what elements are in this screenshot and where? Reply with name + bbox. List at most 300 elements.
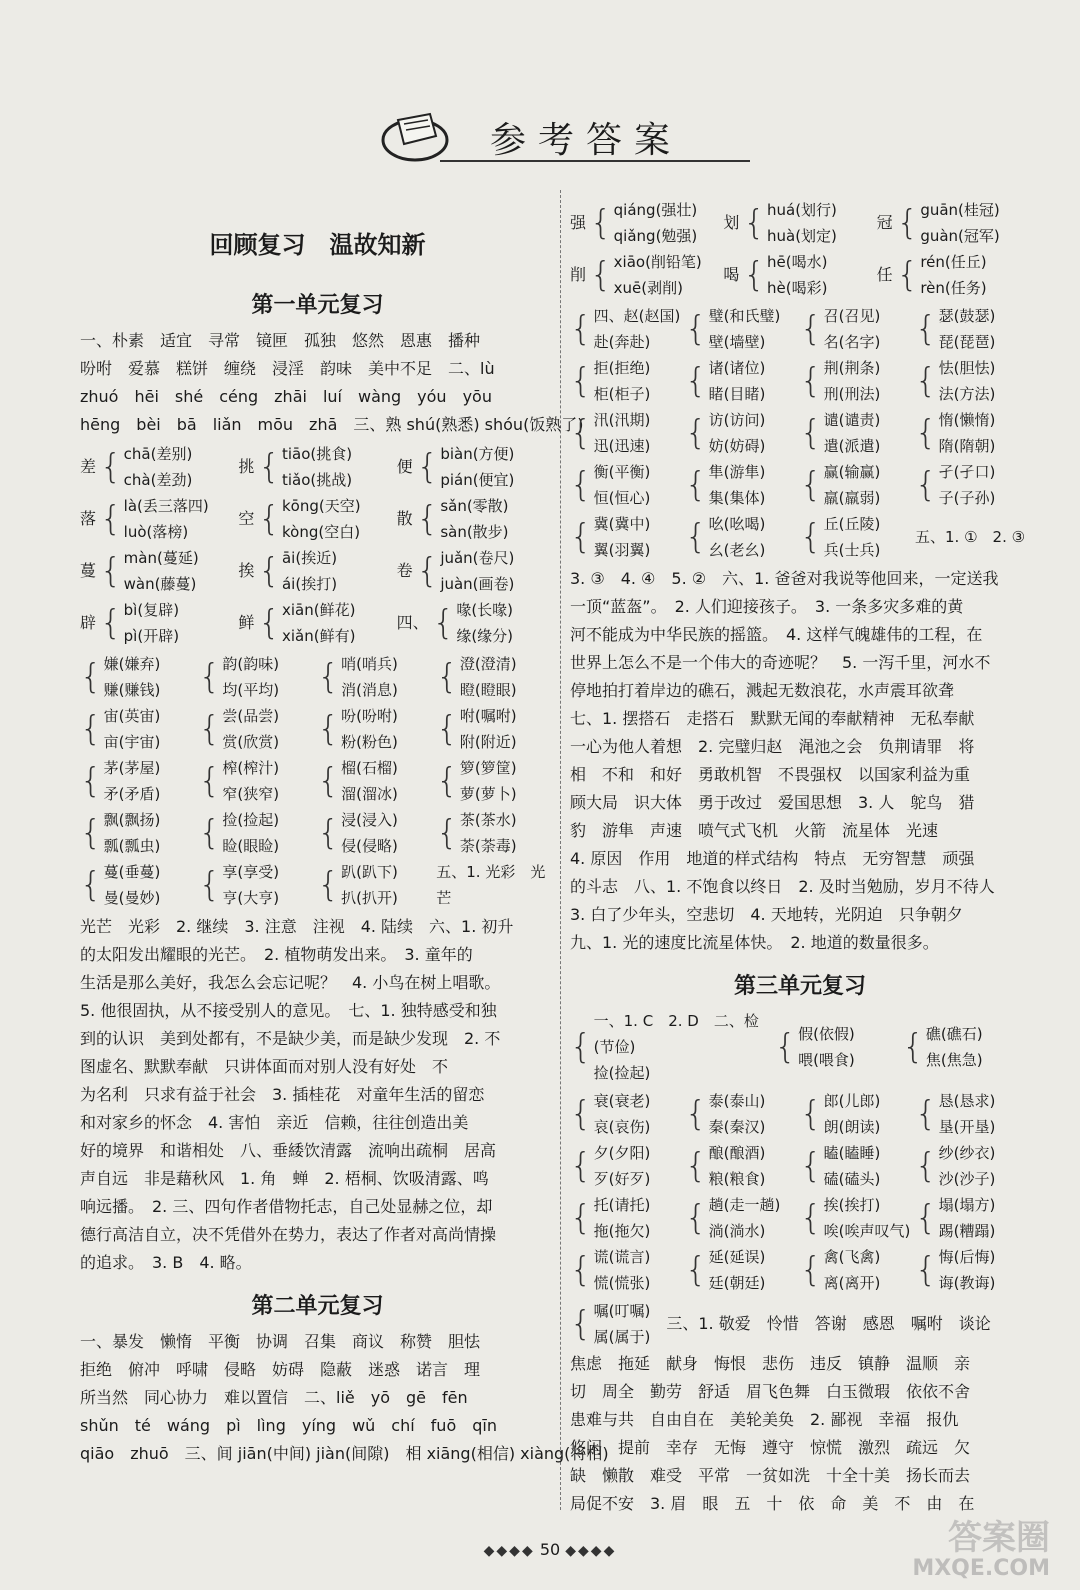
group-item: 飘(飘扬) (103, 811, 161, 829)
group-item: 浸(浸入) (341, 811, 398, 829)
group-item: biàn(方便) (440, 445, 515, 463)
brace-icon: { (258, 499, 280, 539)
group-item: 缘(缘分) (456, 627, 514, 645)
brace-icon: { (416, 447, 439, 487)
group-item: 瑟(鼓瑟) (938, 307, 996, 325)
char-group (570, 1192, 685, 1244)
char-group (800, 511, 915, 563)
group-item: 消(消息) (341, 681, 398, 699)
char-group (570, 1088, 685, 1140)
group-item: 遣(派遣) (823, 437, 881, 455)
group-item: 茅(茅屋) (103, 759, 161, 777)
answer-line: 所当然 同心协力 难以置信 二、liě yō gē fēn (80, 1388, 468, 1407)
char-group (80, 703, 199, 755)
group-item: 亩(宇宙) (103, 733, 161, 751)
group-item: guān(桂冠) (920, 201, 1000, 219)
group-item: 离(离开) (823, 1274, 881, 1292)
char-group (238, 597, 396, 649)
brace-icon: { (80, 657, 102, 697)
answer-line: 响远播。 2. 三、四句作者借物托志，自己处显赫之位，却 (80, 1197, 493, 1216)
group-item: 惰(懒惰) (938, 411, 996, 429)
char-group (902, 1008, 1030, 1086)
group-item: bì(复辟) (123, 601, 180, 619)
brace-icon: { (570, 517, 592, 557)
char-group (80, 441, 238, 493)
group-item: sǎn(零散) (440, 497, 509, 515)
char-group (238, 545, 396, 597)
group-item: pì(开辟) (123, 627, 180, 645)
brace-icon: { (570, 1250, 592, 1290)
group-item: qiǎng(勉强) (613, 227, 698, 245)
group-item: 慌(慌张) (593, 1274, 651, 1292)
char-group (685, 1244, 800, 1296)
answer-line: 患难与共 自由自在 美轮美奂 2. 鄙视 幸福 报仇 (570, 1410, 959, 1429)
answer-line: 切 周全 勤劳 舒适 眉飞色舞 白玉微瑕 依依不舍 (570, 1382, 971, 1401)
brace-icon: { (800, 1094, 822, 1134)
char-group (685, 303, 800, 355)
group-head: 喝 (723, 265, 740, 284)
group-item: 礁(礁石) (925, 1025, 983, 1043)
brace-icon: { (685, 517, 707, 557)
group-item: 名(名字) (823, 333, 881, 351)
group-item: 喂(喂食) (798, 1051, 855, 1069)
group-item: 衰(衰老) (593, 1092, 651, 1110)
group-item: 赚(赚钱) (103, 681, 161, 699)
brace-icon: { (570, 413, 592, 453)
char-group (685, 1088, 800, 1140)
group-item: 焦(焦急) (925, 1051, 983, 1069)
group-item: 泰(泰山) (708, 1092, 766, 1110)
brace-icon: { (100, 603, 122, 643)
group-item: huá(划行) (766, 201, 837, 219)
group-item: 歹(好歹) (593, 1170, 651, 1188)
group-item: rèn(任务) (920, 279, 987, 297)
char-group (397, 493, 555, 545)
brace-icon: { (317, 709, 340, 749)
unit3-title: 第三单元复习 (733, 974, 866, 999)
group-item: 箩(箩筐) (459, 759, 517, 777)
group-item: 迅(迅速) (593, 437, 651, 455)
brace-icon: { (685, 413, 707, 453)
group-head: 四、 (396, 613, 429, 632)
unit1-group-grid-a (80, 441, 555, 649)
char-group (915, 303, 1030, 355)
group-item: āi(挨近) (281, 549, 338, 567)
answer-line: 3. 白了少年头，空悲切 4. 天地转，光阴迫 只争朝夕 (570, 905, 963, 924)
char-group (800, 355, 915, 407)
brace-icon: { (685, 361, 707, 401)
answer-line: 相 不和 和好 勇敢机智 不畏强权 以国家利益为重 (570, 765, 971, 784)
answer-line: 光芒 光彩 2. 继续 3. 注意 注视 4. 陆续 六、1. 初升 (80, 917, 514, 936)
answer-line: 七、1. 摆搭石 走搭石 默默无闻的奉献精神 无私奉献 (570, 709, 975, 728)
group-item: 瓢(瓢虫) (103, 837, 161, 855)
brace-icon: { (800, 413, 822, 453)
char-group (80, 807, 199, 859)
char-group (199, 651, 318, 703)
char-group (436, 703, 555, 755)
brace-icon: { (80, 865, 102, 905)
char-group (685, 355, 800, 407)
group-item: 睑(眼睑) (222, 837, 280, 855)
char-group (800, 459, 915, 511)
group-head: 空 (238, 509, 255, 528)
group-item: 趟(走一趟) (708, 1196, 781, 1214)
brace-icon: { (436, 813, 458, 853)
group-item: 诲(教诲) (938, 1274, 996, 1292)
answer-line: 缺 懒散 难受 平常 一贫如洗 十全十美 扬长而去 (570, 1466, 971, 1485)
char-group (915, 1088, 1030, 1140)
title-underline (440, 160, 750, 162)
brace-icon: { (416, 551, 439, 591)
answer-line: 焦虑 拖延 献身 悔恨 悲伤 违反 镇静 温顺 亲 (570, 1354, 971, 1373)
group-item: 四、赵(赵国) (593, 307, 681, 325)
group-item: 矛(矛盾) (103, 785, 161, 803)
answer-line: 悠闲 提前 幸存 无悔 遵守 惊慌 激烈 疏远 欠 (570, 1438, 971, 1457)
brace-icon: { (570, 1027, 592, 1067)
brace-icon: { (198, 657, 221, 697)
group-head: 落 (80, 509, 97, 528)
answer-line: 为名利 只求有益于社会 3. 插桂花 对童年生活的留恋 (80, 1085, 485, 1104)
group-item: 属(属于) (593, 1328, 651, 1346)
group-item: 磕(磕头) (823, 1170, 881, 1188)
char-group (570, 355, 685, 407)
answer-line: 九、1. 光的速度比流星体快。 2. 地道的数量很多。 (570, 933, 939, 952)
group-item: 哨(哨兵) (341, 655, 398, 673)
group-item: kòng(空白) (281, 523, 361, 541)
group-item: 曼(曼妙) (103, 889, 161, 907)
char-group (800, 303, 915, 355)
group-item: 幺(老幺) (708, 541, 766, 559)
answer-line: qiāo zhuō 三、间 jiān(中间) jiàn(间隙) 相 xiāng(相信) xiàng(将相) (80, 1444, 609, 1463)
group-head: 辟 (80, 613, 97, 632)
brace-icon: { (570, 465, 592, 505)
brace-icon: { (258, 447, 280, 487)
group-item: qiáng(强壮) (613, 201, 698, 219)
char-group (723, 197, 876, 249)
page-footer (480, 1540, 620, 1559)
group-item: xiǎn(鲜有) (281, 627, 356, 645)
char-group (199, 807, 318, 859)
brace-icon: { (198, 761, 221, 801)
group-head: 散 (396, 509, 413, 528)
brace-icon: { (800, 517, 822, 557)
brace-icon: { (743, 203, 765, 243)
brace-icon: { (685, 309, 707, 349)
char-group (80, 545, 238, 597)
group-item: wàn(藤蔓) (123, 575, 197, 593)
brace-icon: { (80, 709, 102, 749)
answer-line: 一、朴素 适宜 寻常 镜匣 孤独 悠然 恩惠 播种 (80, 331, 481, 350)
group-item: tiāo(挑食) (281, 445, 353, 463)
brace-icon: { (100, 447, 122, 487)
group-item: 萝(萝卜) (459, 785, 517, 803)
answer-line: 好的境界 和谐相处 八、垂緌饮清露 流响出疏桐 居高 (80, 1141, 497, 1160)
char-group (915, 511, 1030, 563)
answer-line: 到的认识 美到处都有，不是缺少美，而是缺少发现 2. 不 (80, 1029, 501, 1048)
group-item: 趴(趴下) (341, 863, 398, 881)
answer-line: 的斗志 八、1. 不饱食以终日 2. 及时当勉励，岁月不待人 (570, 877, 995, 896)
brace-icon: { (80, 761, 102, 801)
group-item: 挨(挨打) (823, 1196, 881, 1214)
left-column (80, 195, 609, 1468)
watermark-logo: 答案圈 (948, 1518, 1050, 1558)
char-group (570, 1244, 685, 1296)
group-item: kōng(天空) (281, 497, 361, 515)
group-item: 廷(朝廷) (708, 1274, 766, 1292)
brace-icon: { (800, 309, 822, 349)
char-group (199, 859, 318, 911)
group-item: 尝(品尝) (222, 707, 280, 725)
char-group (570, 1140, 685, 1192)
group-item: ái(挨打) (281, 575, 338, 593)
char-group (685, 511, 800, 563)
char-group (800, 1140, 915, 1192)
group-item: 法(方法) (938, 385, 996, 403)
group-item: 塌(塌方) (938, 1196, 996, 1214)
group-item: 均(平均) (222, 681, 280, 699)
char-group (436, 859, 555, 911)
unit2-title: 第二单元复习 (251, 1294, 384, 1319)
brace-icon: { (436, 761, 458, 801)
group-item: 翼(羽翼) (593, 541, 651, 559)
brace-icon: { (100, 499, 122, 539)
char-group (397, 597, 555, 649)
group-item: 瞪(瞪眼) (459, 681, 517, 699)
brace-icon: { (100, 551, 122, 591)
char-group (685, 407, 800, 459)
group-item: xuē(剥削) (613, 279, 683, 297)
group-head: 挨 (238, 561, 255, 580)
answer-line: 顾大局 识大体 勇于改过 爱国思想 3. 人 鸵鸟 猎 (570, 793, 975, 812)
char-group (570, 511, 685, 563)
char-group (915, 1192, 1030, 1244)
group-item: 朗(朗读) (823, 1118, 881, 1136)
group-item: 赏(欣赏) (222, 733, 280, 751)
brace-icon: { (774, 1027, 797, 1067)
answer-line: 拒绝 俯冲 呼啸 侵略 妨碍 隐蔽 迷惑 诺言 理 (80, 1360, 481, 1379)
char-group (436, 651, 555, 703)
group-head: 削 (570, 265, 587, 284)
group-item: huà(划定) (766, 227, 837, 245)
unit1-group-grid-b (80, 651, 555, 911)
group-item: 恒(恒心) (593, 489, 651, 507)
group-item: 隼(游隼) (708, 463, 766, 481)
group-item: 恳(恳求) (938, 1092, 996, 1110)
group-item: 延(延误) (708, 1248, 766, 1266)
brace-icon: { (590, 203, 612, 243)
group-item: 嫌(嫌弃) (103, 655, 161, 673)
brace-icon: { (915, 1250, 937, 1290)
group-item: 访(访问) (708, 411, 766, 429)
group-head: 蔓 (80, 561, 97, 580)
group-head: 鲜 (238, 613, 255, 632)
answer-line: 的追求。 3. B 4. 略。 (80, 1253, 252, 1272)
char-group (570, 303, 685, 355)
char-group (318, 703, 437, 755)
brace-icon: { (800, 465, 822, 505)
answer-line: 停地拍打着岸边的礁石，溅起无数浪花，水声震耳欲聋 (570, 681, 955, 700)
group-item: juàn(画卷) (440, 575, 515, 593)
brace-icon: { (590, 255, 612, 295)
char-group (80, 651, 199, 703)
group-item: 诸(诸位) (708, 359, 766, 377)
group-item: 榴(石榴) (341, 759, 398, 777)
answer-line: 和对家乡的怀念 4. 害怕 亲近 信赖，往往创造出美 (80, 1113, 469, 1132)
char-group (685, 1192, 800, 1244)
unit1-title: 第一单元复习 (251, 293, 384, 318)
brace-icon: { (436, 657, 458, 697)
brace-icon: { (685, 465, 707, 505)
brace-icon: { (685, 1146, 707, 1186)
brace-icon: { (436, 709, 458, 749)
group-item: 壁(墙壁) (708, 333, 766, 351)
group-item: tiǎo(挑战) (281, 471, 353, 489)
char-group (436, 755, 555, 807)
group-item: 谎(谎言) (593, 1248, 651, 1266)
char-group (80, 755, 199, 807)
diamond-decoration-icon: ◆◆◆◆ (483, 1543, 535, 1559)
brace-icon: { (800, 1198, 822, 1238)
char-group (80, 859, 199, 911)
group-item: 扒(扒开) (341, 889, 398, 907)
group-item: 五、1. ① 2. ③ (915, 528, 1026, 546)
brace-icon: { (915, 1094, 937, 1134)
group-item: 柜(柜子) (593, 385, 651, 403)
char-group (318, 755, 437, 807)
group-item: xiān(鲜花) (281, 601, 356, 619)
group-head: 便 (396, 457, 413, 476)
char-group (238, 493, 396, 545)
page-number: 50 (539, 1540, 561, 1559)
answer-line: 河不能成为中华民族的摇篮。 4. 这样气魄雄伟的工程，在 (570, 625, 983, 644)
column-divider (560, 190, 561, 1510)
group-item: 荆(荆条) (823, 359, 881, 377)
brace-icon: { (570, 1094, 592, 1134)
answer-line: 声自远 非是藉秋风 1. 角 蝉 2. 梧桐、饮吸清露、鸣 (80, 1169, 489, 1188)
brace-icon: { (317, 813, 340, 853)
group-item: 赴(奔赴) (593, 333, 651, 351)
brace-icon: { (902, 1027, 924, 1067)
char-group (723, 249, 876, 301)
brace-icon: { (800, 361, 822, 401)
watermark-url: MXQE.COM (912, 1556, 1050, 1581)
group-item: 唉(唉声叹气) (823, 1222, 911, 1240)
brace-icon: { (896, 255, 919, 295)
group-item: 吆(吆喝) (708, 515, 766, 533)
char-group (774, 1008, 902, 1086)
group-item: 嘱(叮嘱) (593, 1302, 651, 1320)
group-item: 捡(捡起) (593, 1064, 651, 1082)
group-item: 茶(茶水) (459, 811, 517, 829)
group-item: 集(集体) (708, 489, 766, 507)
group-item: 踢(糟蹋) (938, 1222, 996, 1240)
answer-line: 豹 游隼 声速 喷气式飞机 火箭 流星体 光速 (570, 821, 939, 840)
group-item: 禽(飞禽) (823, 1248, 881, 1266)
answer-line: 3. ③ 4. ④ 5. ② 六、1. 爸爸对我说等他回来，一定送我 (570, 569, 999, 588)
group-item: 羸(羸弱) (823, 489, 881, 507)
char-group (199, 755, 318, 807)
group-item: 澄(澄清) (459, 655, 517, 673)
group-item: là(丢三落四) (123, 497, 209, 515)
answer-line: zhuó hēi shé céng zhāi luí wàng yóu yōu (80, 387, 492, 406)
group-item: guàn(冠军) (920, 227, 1000, 245)
brace-icon: { (570, 1304, 592, 1344)
unit3-group-grid-2 (570, 1088, 1030, 1296)
group-item: 酿(酿酒) (708, 1144, 766, 1162)
group-item: 子(子孙) (938, 489, 996, 507)
page-header (370, 100, 750, 170)
brace-icon: { (198, 709, 221, 749)
char-group (318, 807, 437, 859)
char-group (915, 1140, 1030, 1192)
group-item: 五、1. 光彩 光芒 (436, 863, 546, 907)
group-item: 亨(大亨) (222, 889, 280, 907)
char-group (800, 1088, 915, 1140)
right-group-grid-a (570, 197, 1030, 301)
group-item: rén(任丘) (920, 253, 987, 271)
right-column (570, 195, 1030, 1518)
unit3-group-grid (570, 1008, 1030, 1086)
char-group (877, 197, 1030, 249)
char-group (397, 545, 555, 597)
brace-icon: { (800, 1250, 822, 1290)
group-item: 韵(韵味) (222, 655, 280, 673)
group-item: 侵(侵略) (341, 837, 398, 855)
group-item: 秦(秦汉) (708, 1118, 766, 1136)
char-group (685, 1140, 800, 1192)
char-group (238, 441, 396, 493)
brace-icon: { (258, 551, 280, 591)
char-group (570, 459, 685, 511)
group-item: 吩(吩咐) (341, 707, 398, 725)
brace-icon: { (915, 413, 937, 453)
group-head: 划 (723, 213, 740, 232)
char-group (397, 441, 555, 493)
group-item: 拒(拒绝) (593, 359, 651, 377)
group-item: 喙(长喙) (456, 601, 514, 619)
group-item: 孑(孑口) (938, 463, 996, 481)
char-group (877, 249, 1030, 301)
char-group (800, 1244, 915, 1296)
brace-icon: { (317, 761, 340, 801)
group-item: 附(附近) (459, 733, 517, 751)
answer-line: 吩咐 爱慕 糕饼 缠绕 浸淫 韵味 美中不足 二、lù (80, 359, 495, 378)
char-group (800, 1192, 915, 1244)
brace-icon: { (743, 255, 765, 295)
char-group (436, 807, 555, 859)
char-group (199, 703, 318, 755)
char-group (318, 651, 437, 703)
char-group (685, 459, 800, 511)
group-item: 假(依假) (798, 1025, 855, 1043)
right-group-grid-b (570, 303, 1030, 563)
group-item: màn(蔓延) (123, 549, 199, 567)
brace-icon: { (570, 309, 592, 349)
group-head: 冠 (876, 213, 893, 232)
char-group (800, 407, 915, 459)
answer-line: 4. 原因 作用 地道的样式结构 特点 无穷智慧 顽强 (570, 849, 975, 868)
group-item: sàn(散步) (440, 523, 509, 541)
group-head: 差 (80, 457, 97, 476)
group-item: xiāo(削铅笔) (613, 253, 702, 271)
brace-icon: { (685, 1094, 707, 1134)
book-icon (380, 106, 450, 164)
group-item: 琵(琵琶) (938, 333, 996, 351)
group-item: 溜(溜冰) (341, 785, 398, 803)
group-item: 蔓(垂蔓) (103, 863, 161, 881)
char-group (915, 355, 1030, 407)
answer-line: 5. 他很固执，从不接受别人的意见。 七、1. 独特感受和独 (80, 1001, 497, 1020)
